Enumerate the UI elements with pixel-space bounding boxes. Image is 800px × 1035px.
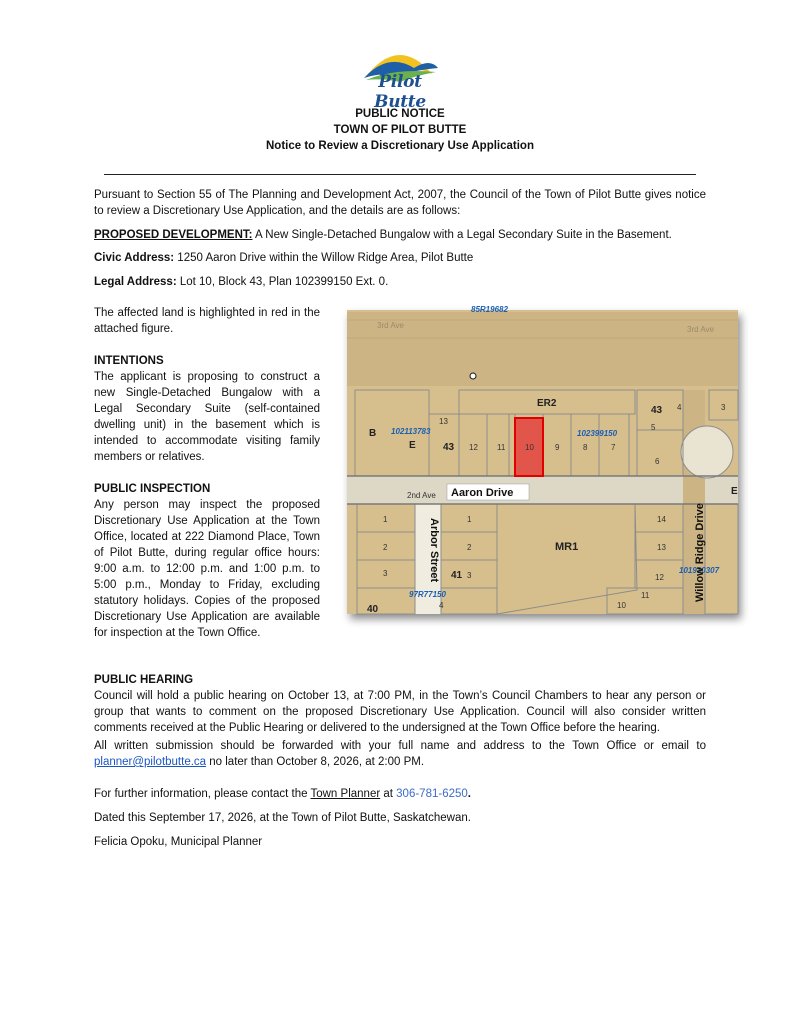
label-block-43-right: 43	[651, 405, 663, 416]
label-plan-102113783: 102113783	[391, 427, 431, 436]
cul-de-sac	[681, 426, 733, 478]
label-lot-12: 12	[469, 443, 478, 452]
signature-line: Felicia Opoku, Municipal Planner	[94, 836, 263, 848]
label-west-lot-3: 3	[383, 569, 388, 578]
label-aaron-drive: Aaron Drive	[451, 487, 514, 499]
intro-paragraph: Pursuant to Section 55 of The Planning and Development Act, 2007, the Council of the Town of Pilot Butte gives notice to review a Discretionary Use Application, and the details are as follows:	[94, 189, 706, 217]
logo-wordmark: Pilot Butte	[374, 72, 426, 112]
affected-land-note: The affected land is highlighted in red in the attached figure.	[94, 307, 320, 335]
label-block-41: 41	[451, 570, 463, 581]
label-2nd-ave: 2nd Ave	[407, 491, 436, 500]
survey-marker	[470, 373, 476, 379]
written-submission-paragraph	[94, 738, 706, 770]
label-lot-6-right: 6	[655, 457, 660, 466]
label-3rd-ave-right: 3rd Ave	[687, 325, 714, 334]
label-lot-4-right: 4	[677, 403, 682, 412]
intentions-body: The applicant is proposing to construct a new Single-Detached Bungalow with a Legal Secondary Suite (self-contained dwelling unit) in the basement which is intended to accommodate visiting family members or relatives.	[94, 371, 320, 463]
label-lot-11-east: 11	[641, 591, 650, 600]
aaron-drive-road	[347, 476, 738, 504]
town-planner-link[interactable]: Town Planner	[310, 788, 381, 800]
label-plan-101930307: 101930307	[679, 566, 720, 575]
label-willow-ridge-drive: Willow Ridge Drive	[694, 503, 706, 602]
label-lot-8: 8	[583, 443, 588, 452]
notice-heading: PUBLIC NOTICE	[355, 108, 445, 120]
label-b: B	[369, 428, 377, 439]
legal-address	[94, 274, 706, 290]
town-heading: TOWN OF PILOT BUTTE	[333, 124, 467, 136]
label-block-40: 40	[367, 604, 379, 615]
planner-phone[interactable]: 306-781-6250	[396, 788, 468, 800]
label-lot-14: 14	[657, 515, 666, 524]
site-map	[347, 305, 738, 615]
contact-period: .	[467, 788, 471, 800]
label-mr1: MR1	[555, 541, 579, 553]
label-plan-97r77150: 97R77150	[409, 590, 446, 599]
label-block-43-mid: 43	[443, 442, 455, 453]
planner-email-link[interactable]: planner@pilotbutte.ca	[94, 756, 207, 768]
civic-address-value: 1250 Aaron Drive within the Willow Ridge Area, Pilot Butte	[174, 252, 474, 264]
contact-text: For further information, please contact the	[94, 788, 311, 800]
label-arbor-street: Arbor Street	[428, 518, 440, 583]
label-lot-13-east: 13	[657, 543, 666, 552]
notice-subheading: Notice to Review a Discretionary Use Application	[266, 140, 534, 152]
civic-address	[94, 250, 706, 266]
label-3rd-ave-left: 3rd Ave	[377, 321, 404, 330]
legal-address-label: Legal Address:	[94, 276, 177, 288]
contact-line	[94, 786, 706, 802]
label-lot-12-east: 12	[655, 573, 664, 582]
proposed-development	[94, 227, 706, 243]
civic-address-label: Civic Address:	[94, 252, 175, 264]
label-east-lot-4: 4	[439, 601, 444, 610]
proposed-development-label: PROPOSED DEVELOPMENT:	[94, 229, 253, 241]
site-map-svg	[347, 305, 738, 615]
proposed-development-value: A New Single-Detached Bungalow with a Legal Secondary Suite in the Basement.	[252, 229, 672, 241]
intentions-heading: INTENTIONS	[94, 355, 164, 367]
third-ave-road	[347, 312, 738, 386]
label-plan-102399150: 102399150	[577, 429, 618, 438]
label-lot-13: 13	[439, 417, 448, 426]
label-lot-11: 11	[497, 443, 506, 452]
label-west-lot-2: 2	[383, 543, 388, 552]
label-east-lot-3: 3	[467, 571, 472, 580]
label-e: E	[409, 440, 416, 451]
label-lot-5-right: 5	[651, 423, 656, 432]
public-inspection-body: Any person may inspect the proposed Discretionary Use Application at the Town Office, located at 222 Diamond Place, Town of Pilot Butte, during regular office hours: 9:00 a.m. to 12:00 p.m. and 1:00 p.m. to 5:00 p.m., Monday to Friday, excluding statutory holidays. Copies of the proposed Discretionary Use Application are available for inspection at the Town Office.	[94, 499, 320, 639]
public-inspection-heading: PUBLIC INSPECTION	[94, 483, 211, 495]
label-lot-10-east: 10	[617, 601, 626, 610]
contact-mid: at	[380, 788, 397, 800]
label-west-lot-1: 1	[383, 515, 388, 524]
header-divider	[104, 174, 696, 175]
label-far-e: E	[731, 486, 738, 497]
label-lot-10: 10	[525, 443, 534, 452]
written-submission-deadline: no later than October 8, 2026, at 2:00 PM.	[206, 756, 425, 768]
written-submission-text: All written submission should be forwarded with your full name and address to the Town Office or email to	[94, 740, 706, 752]
label-east-lot-1: 1	[467, 515, 472, 524]
label-er2: ER2	[537, 398, 557, 409]
label-lot-9: 9	[555, 443, 560, 452]
legal-address-value: Lot 10, Block 43, Plan 102399150 Ext. 0.	[176, 276, 389, 288]
label-east-lot-2: 2	[467, 543, 472, 552]
public-hearing-heading: PUBLIC HEARING	[94, 674, 194, 686]
dated-line: Dated this September 17, 2026, at the Town of Pilot Butte, Saskatchewan.	[94, 812, 471, 824]
public-hearing-body: Council will hold a public hearing on October 13, at 7:00 PM, in the Town’s Council Chambers to hear any person or group that wants to comment on the proposed Discretionary Use Application. Council will also consider written comments received at the Public Hearing or delivered to the undersigned at the Town Office before the hearing.	[94, 690, 706, 734]
label-lot-7: 7	[611, 443, 616, 452]
label-top-plan: 85R19682	[471, 305, 508, 314]
label-lot-3-right: 3	[721, 403, 726, 412]
